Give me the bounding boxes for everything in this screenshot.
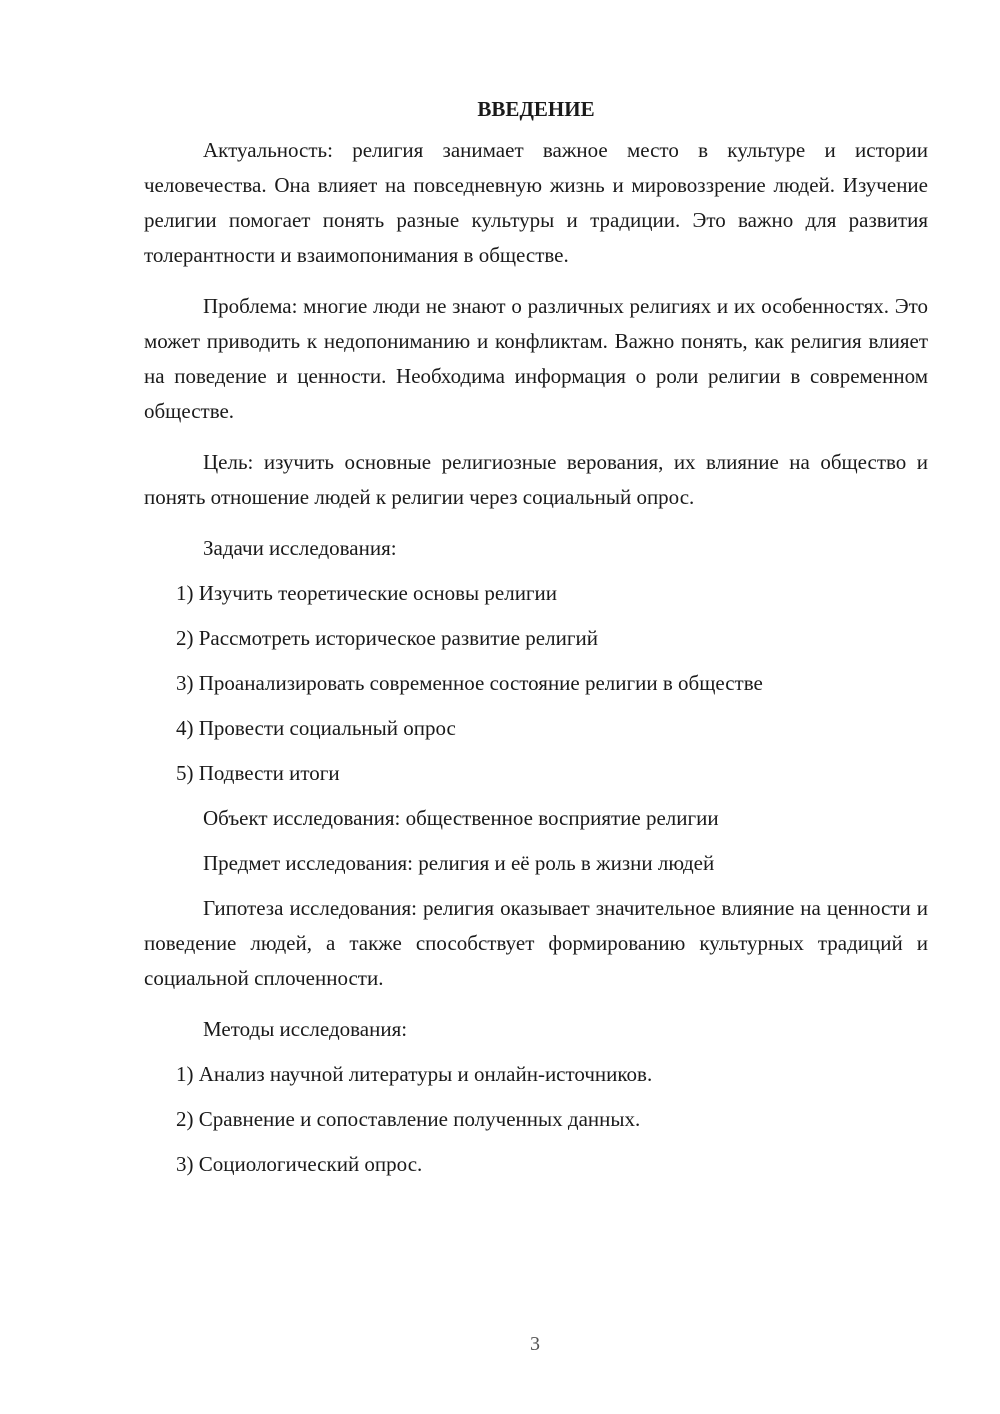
method-item: 1) Анализ научной литературы и онлайн-источников. [176,1062,653,1086]
research-subject: Предмет исследования: религия и её роль в жизни людей [203,851,715,875]
relevance-paragraph: Актуальность: религия занимает важное место в культуре и истории человечества. Она влияет на повседневную жизнь и мировоззрение людей. Изучение религии помогает понять разные культуры и традиции. Это важно для развития толерантности и взаимопонимания в обществе. [144,138,928,267]
goal-paragraph: Цель: изучить основные религиозные верования, их влияние на общество и понять отношение людей к религии через социальный опрос. [144,450,928,509]
method-item: 3) Социологический опрос. [176,1152,423,1176]
task-item: 2) Рассмотреть историческое развитие религий [176,626,598,650]
research-object: Объект исследования: общественное восприятие религии [203,806,719,830]
task-item: 5) Подвести итоги [176,761,340,785]
method-item: 2) Сравнение и сопоставление полученных данных. [176,1107,641,1131]
task-item: 4) Провести социальный опрос [176,716,456,740]
section-title: ВВЕДЕНИЕ [477,97,595,121]
methods-heading: Методы исследования: [203,1017,408,1041]
problem-paragraph: Проблема: многие люди не знают о различных религиях и их особенностях. Это может приводить к недопониманию и конфликтам. Важно понять, как религия влияет на поведение и ценности. Необходима информация о роли религии в современном обществе. [144,294,928,423]
task-item: 3) Проанализировать современное состояние религии в обществе [176,671,763,695]
document-page [144,92,928,1192]
tasks-heading: Задачи исследования: [203,536,397,560]
tasks-list [144,576,928,791]
task-item: 1) Изучить теоретические основы религии [176,581,558,605]
hypothesis-paragraph: Гипотеза исследования: религия оказывает значительное влияние на ценности и поведение людей, а также способствует формированию культурных традиций и социальной сплоченности. [144,896,928,990]
page-number: 3 [530,1333,540,1355]
methods-list [144,1057,928,1182]
